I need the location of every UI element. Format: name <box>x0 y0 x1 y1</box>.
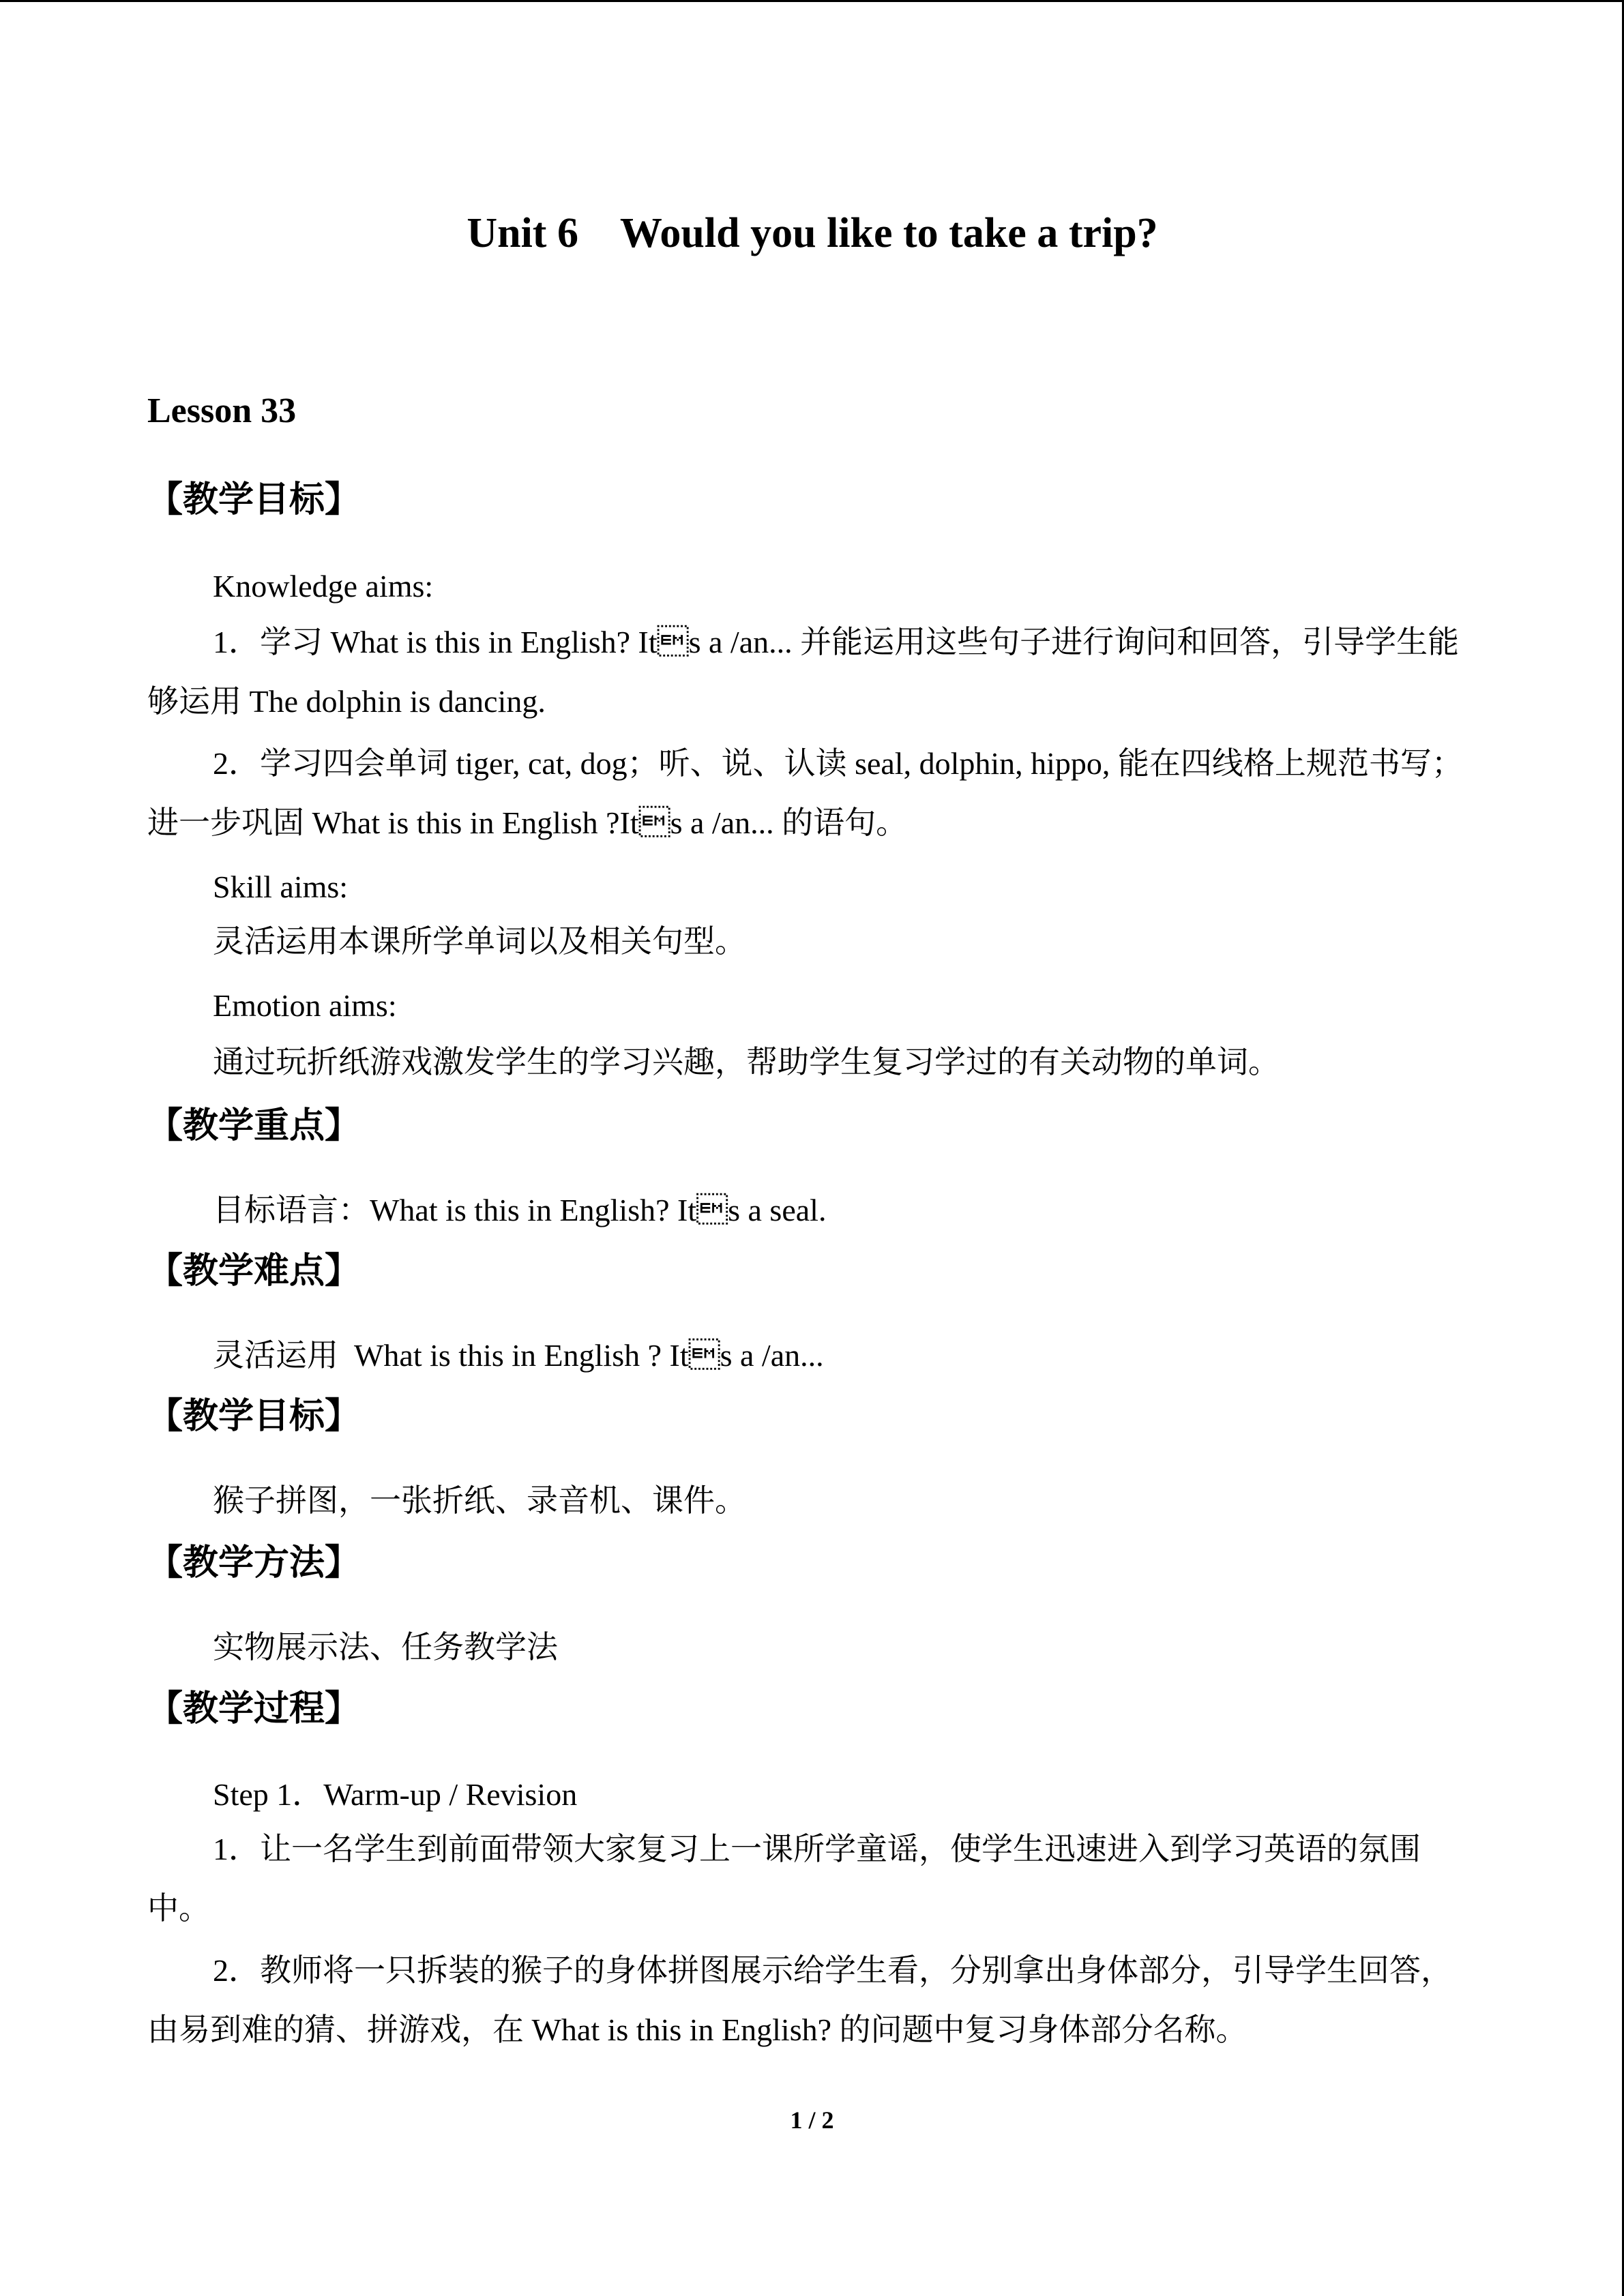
step-1-item-1: 1．让一名学生到前面带领大家复习上一课所学童谣，使学生迅速进入到学习英语的氛围中。 <box>147 1832 1421 1926</box>
page-number: 1 / 2 <box>790 2106 834 2134</box>
knowledge-item-1: 1．学习 What is this in English? Its a /an... 并能运用这些句子进行询问和回答，引导学生能够运用 The dolphin is dancing. <box>147 625 1460 719</box>
emotion-aims-label: Emotion aims: <box>213 988 397 1023</box>
section-heading-process: 【教学过程】 <box>147 1688 361 1729</box>
section-heading-key-points: 【教学重点】 <box>147 1105 361 1146</box>
step-1-item-2: 2．教师将一只拆装的猴子的身体拼图展示给学生看，分别拿出身体部分，引导学生回答，由易到难的猜、拼游戏，在 What is this in English? 的问题中复习身体部分名称。 <box>147 1953 1452 2047</box>
emotion-aims-text: 通过玩折纸游戏激发学生的学习兴趣，帮助学生复习学过的有关动物的单词。 <box>213 1045 1280 1079</box>
section-heading-aims: 【教学目标】 <box>147 479 361 520</box>
skill-aims-label: Skill aims: <box>213 869 349 904</box>
methods-text: 实物展示法、任务教学法 <box>213 1630 558 1665</box>
section-heading-methods: 【教学方法】 <box>147 1542 361 1583</box>
step-1-heading: Step 1．Warm-up / Revision <box>213 1777 578 1812</box>
page-border-top <box>0 0 1624 2</box>
knowledge-item-2: 2．学习四会单词 tiger, cat, dog；听、说、认读 seal, dolphin, hippo, 能在四线格上规范书写；进一步巩固 What is this in English ?Its a /an... 的语句。 <box>147 746 1463 840</box>
lesson-heading: Lesson 33 <box>147 391 297 430</box>
difficult-points-text: 灵活运用 What is this in English ? Its a /an... <box>213 1338 824 1373</box>
section-heading-difficult-points: 【教学难点】 <box>147 1251 361 1292</box>
knowledge-aims-label: Knowledge aims: <box>213 569 434 603</box>
document-title: Unit 6 Would you like to take a trip? <box>467 210 1158 256</box>
teaching-materials-text: 猴子拼图，一张折纸、录音机、课件。 <box>213 1483 746 1518</box>
key-points-text: 目标语言：What is this in English? Its a seal. <box>213 1193 827 1227</box>
skill-aims-text: 灵活运用本课所学单词以及相关句型。 <box>213 924 746 959</box>
section-heading-aims-2: 【教学目标】 <box>147 1396 361 1437</box>
